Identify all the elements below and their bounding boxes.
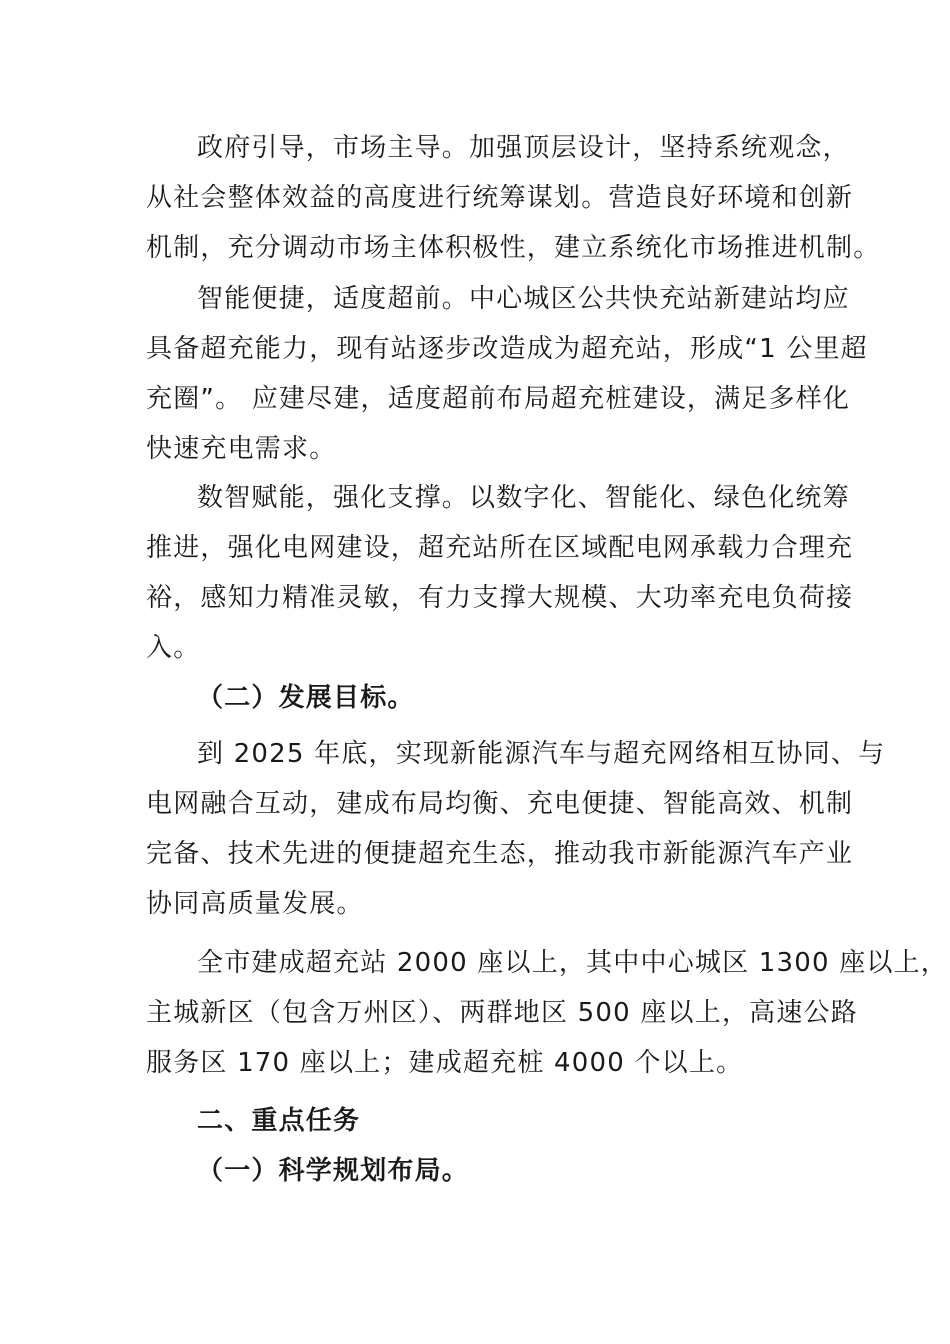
paragraph-line: 充圈”。 应建尽建，适度超前布局超充桩建设，满足多样化 [146, 384, 851, 414]
paragraph-line: 裕，感知力精准灵敏，有力支撑大规模、大功率充电负荷接 [146, 583, 854, 613]
paragraph-line: 具备超充能力，现有站逐步改造成为超充站，形成“1 公里超 [146, 334, 868, 364]
paragraph-line: 智能便捷，适度超前。中心城区公共快充站新建站均应 [197, 284, 850, 314]
paragraph-line: 全市建成超充站 2000 座以上，其中中心城区 1300 座以上， [197, 948, 948, 978]
section-heading: （一）科学规划布局。 [197, 1156, 470, 1186]
paragraph-line: 协同高质量发展。 [146, 889, 364, 919]
paragraph-line: 入。 [146, 633, 201, 663]
paragraph-line: 推进，强化电网建设，超充站所在区域配电网承载力合理充 [146, 533, 854, 563]
paragraph-line: 主城新区（包含万州区）、两群地区 500 座以上，高速公路 [146, 998, 858, 1028]
paragraph-line: 电网融合互动，建成布局均衡、充电便捷、智能高效、机制 [146, 789, 854, 819]
paragraph-line: 从社会整体效益的高度进行统筹谋划。营造良好环境和创新 [146, 183, 854, 213]
paragraph-line: 机制，充分调动市场主体积极性，建立系统化市场推进机制。 [146, 233, 881, 263]
paragraph-line: 快速充电需求。 [146, 434, 337, 464]
paragraph-line: 服务区 170 座以上；建成超充桩 4000 个以上。 [146, 1048, 744, 1078]
paragraph-line: 完备、技术先进的便捷超充生态，推动我市新能源汽车产业 [146, 839, 854, 869]
section-heading: （二）发展目标。 [197, 683, 415, 713]
paragraph-line: 到 2025 年底，实现新能源汽车与超充网络相互协同、与 [197, 739, 886, 769]
chapter-heading: 二、重点任务 [197, 1106, 361, 1136]
paragraph-line: 政府引导，市场主导。加强顶层设计，坚持系统观念， [197, 133, 850, 163]
paragraph-line: 数智赋能，强化支撑。以数字化、智能化、绿色化统筹 [197, 483, 850, 513]
